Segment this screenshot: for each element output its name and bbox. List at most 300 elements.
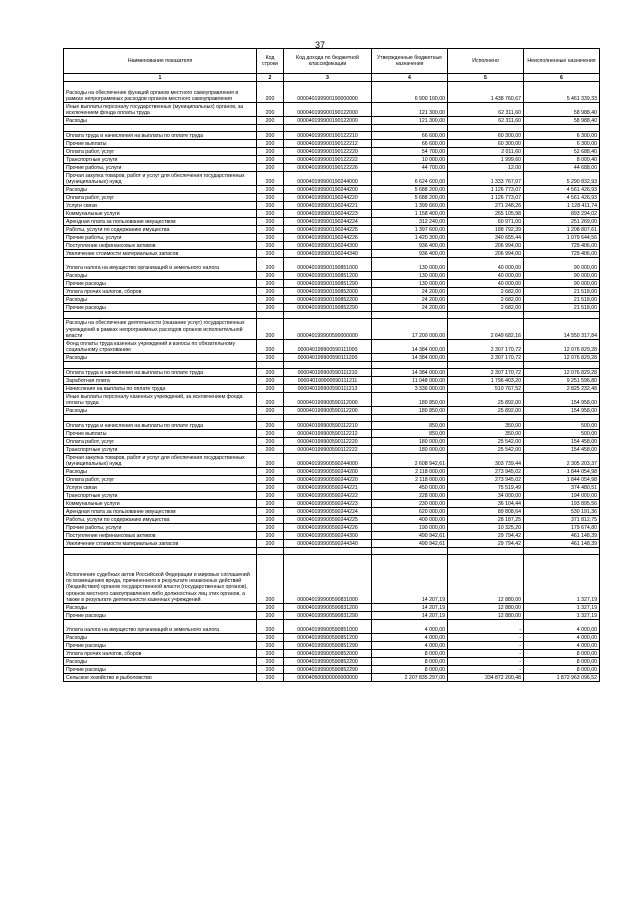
unexecuted-cell: 1 872 963 096,52 (524, 674, 600, 682)
unexecuted-cell: 21 518,00 (524, 304, 600, 312)
approved-cell: 6 624 600,00 (372, 172, 448, 186)
approved-cell: 5 688 200,00 (372, 194, 448, 202)
classification-code-cell: 000040199900590244222 (284, 492, 372, 500)
line-code-cell: 200 (257, 354, 284, 362)
approved-cell: 2 118 000,00 (372, 476, 448, 484)
unexecuted-cell: 8 000,00 (524, 658, 600, 666)
indicator-name-cell: Оплата труда и начисления на выплаты по оплате труда (64, 369, 257, 377)
table-row (64, 82, 600, 103)
header-row (64, 49, 600, 74)
indicator-name-cell: Расходы на обеспечение функций органов местного самоуправления в рамках непрограммных расходов органов местного самоуправления (64, 82, 257, 103)
table-row (64, 430, 600, 438)
header-approved: Утвержденные бюджетные назначения (372, 49, 448, 74)
indicator-name-cell: Прочие выплаты (64, 140, 257, 148)
line-code-cell: 200 (257, 658, 284, 666)
approved-cell: 24 200,00 (372, 304, 448, 312)
table-row (64, 172, 600, 186)
indicator-name-cell: Расходы (64, 354, 257, 362)
executed-cell: 12 880,00 (448, 612, 524, 620)
indicator-name-cell: Арендная плата за пользование имуществом (64, 218, 257, 226)
spacer-cell (257, 362, 284, 369)
column-number-row (64, 74, 600, 82)
table-row (64, 658, 600, 666)
classification-code-cell: 000040199900590851200 (284, 634, 372, 642)
unexecuted-cell: 6 300,00 (524, 132, 600, 140)
table-row (64, 272, 600, 280)
approved-cell: 1 420 300,00 (372, 234, 448, 242)
approved-cell: 5 688 200,00 (372, 186, 448, 194)
line-code-cell: 200 (257, 186, 284, 194)
indicator-name-cell: Коммунальные услуги (64, 210, 257, 218)
indicator-name-cell: Оплата труда и начисления на выплаты по оплате труда (64, 132, 257, 140)
line-code-cell: 200 (257, 446, 284, 454)
table-row (64, 377, 600, 385)
unexecuted-cell: 500,00 (524, 430, 600, 438)
approved-cell: 180 850,00 (372, 393, 448, 407)
indicator-name-cell: Уплата налога на имущество организаций и земельного налога (64, 258, 257, 272)
indicator-name-cell: Прочие расходы (64, 612, 257, 620)
executed-cell: 75 519,49 (448, 484, 524, 492)
indicator-name-cell: Коммунальные услуги (64, 500, 257, 508)
indicator-name-cell: Уплата прочих налогов, сборов (64, 650, 257, 658)
header-executed: Исполнено (448, 49, 524, 74)
executed-cell: 12 880,00 (448, 555, 524, 604)
approved-cell: 11 048 000,00 (372, 377, 448, 385)
spacer-row (64, 548, 600, 555)
spacer-cell (64, 312, 257, 319)
classification-code-cell: 000040199900590244223 (284, 500, 372, 508)
approved-cell: 14 384 000,00 (372, 369, 448, 377)
executed-cell: - (448, 666, 524, 674)
indicator-name-cell: Расходы на обеспечение деятельности (оказание услуг) государственных учреждений в рамках непрограммных расходов органов исполнительной власти (64, 319, 257, 340)
table-row (64, 226, 600, 234)
approved-cell: 8 000,00 (372, 666, 448, 674)
unexecuted-cell: 58 988,40 (524, 103, 600, 117)
line-code-cell: 200 (257, 140, 284, 148)
unexecuted-cell: 251 269,00 (524, 218, 600, 226)
line-code-cell: 200 (257, 377, 284, 385)
classification-code-cell: 000040199900190852000 (284, 288, 372, 296)
table-row (64, 140, 600, 148)
classification-code-cell: 000040199900590244221 (284, 484, 372, 492)
executed-cell: 34 000,00 (448, 492, 524, 500)
spacer-cell (448, 312, 524, 319)
line-code-cell: 200 (257, 642, 284, 650)
unexecuted-cell: 90 000,00 (524, 280, 600, 288)
line-code-cell: 200 (257, 194, 284, 202)
classification-code-cell: 000040199900590112000 (284, 393, 372, 407)
line-code-cell: 200 (257, 148, 284, 156)
header-unexecuted: Неисполненные назначения (524, 49, 600, 74)
line-code-cell: 200 (257, 468, 284, 476)
indicator-name-cell: Работы, услуги по содержанию имущества (64, 516, 257, 524)
indicator-name-cell: Поступление нефинансовых активов (64, 532, 257, 540)
unexecuted-cell: 12 076 829,28 (524, 340, 600, 354)
spacer-cell (64, 548, 257, 555)
approved-cell: 8 000,00 (372, 650, 448, 658)
executed-cell: 2 011,60 (448, 148, 524, 156)
classification-code-cell: 000040199900590111000 (284, 340, 372, 354)
table-row (64, 164, 600, 172)
executed-cell: - (448, 620, 524, 634)
table-row (64, 642, 600, 650)
executed-cell: - (448, 642, 524, 650)
spacer-cell (448, 415, 524, 422)
indicator-name-cell: Расходы (64, 407, 257, 415)
table-row (64, 385, 600, 393)
executed-cell: 265 105,98 (448, 210, 524, 218)
approved-cell: 850,00 (372, 430, 448, 438)
classification-code-cell: 000040199900190851290 (284, 280, 372, 288)
unexecuted-cell: 21 518,00 (524, 296, 600, 304)
executed-cell: 206 994,00 (448, 242, 524, 250)
executed-cell: - (448, 658, 524, 666)
indicator-name-cell: Прочие расходы (64, 304, 257, 312)
spacer-row (64, 125, 600, 132)
unexecuted-cell: 1 327,19 (524, 604, 600, 612)
executed-cell: 2 307 170,72 (448, 369, 524, 377)
table-row (64, 508, 600, 516)
indicator-name-cell: Транспортные услуги (64, 492, 257, 500)
spacer-cell (524, 415, 600, 422)
executed-cell: 25 542,00 (448, 438, 524, 446)
classification-code-cell: 000040199900190122222 (284, 156, 372, 164)
executed-cell: 62 311,60 (448, 103, 524, 117)
classification-code-cell: 000040199900190244000 (284, 172, 372, 186)
indicator-name-cell: Расходы (64, 658, 257, 666)
unexecuted-cell: 729 406,00 (524, 250, 600, 258)
indicator-name-cell: Оплата работ, услуг (64, 476, 257, 484)
approved-cell: 1 399 660,00 (372, 202, 448, 210)
table-row (64, 319, 600, 340)
line-code-cell: 200 (257, 319, 284, 340)
table-row (64, 407, 600, 415)
approved-cell: 130 000,00 (372, 258, 448, 272)
table-row (64, 454, 600, 468)
indicator-name-cell: Арендная плата за пользование имуществом (64, 508, 257, 516)
unexecuted-cell: 8 000,00 (524, 650, 600, 658)
table-body (64, 82, 600, 682)
budget-report-table (63, 48, 600, 682)
executed-cell: 350,00 (448, 422, 524, 430)
unexecuted-cell: 21 518,00 (524, 288, 600, 296)
col-num-3: 3 (284, 74, 372, 82)
executed-cell: 2 682,00 (448, 296, 524, 304)
unexecuted-cell: 8 000,40 (524, 156, 600, 164)
table-row (64, 340, 600, 354)
classification-code-cell: 000040199900590831290 (284, 612, 372, 620)
classification-code-cell: 000040199900190244340 (284, 250, 372, 258)
table-row (64, 666, 600, 674)
classification-code-cell: 000040199900590111213 (284, 385, 372, 393)
classification-code-cell: 000040199900190244226 (284, 234, 372, 242)
classification-code-cell: 000040199900590000000 (284, 319, 372, 340)
executed-cell: 1 796 403,20 (448, 377, 524, 385)
approved-cell: 490 942,61 (372, 532, 448, 540)
spacer-cell (284, 312, 372, 319)
table-row (64, 524, 600, 532)
unexecuted-cell: 4 561 426,93 (524, 186, 600, 194)
unexecuted-cell: 2 305 203,37 (524, 454, 600, 468)
col-num-4: 4 (372, 74, 448, 82)
spacer-cell (524, 312, 600, 319)
executed-cell: 273 945,02 (448, 468, 524, 476)
approved-cell: 2 118 000,00 (372, 468, 448, 476)
line-code-cell: 200 (257, 369, 284, 377)
spacer-cell (257, 548, 284, 555)
table-row (64, 148, 600, 156)
approved-cell: 2 207 835 297,00 (372, 674, 448, 682)
indicator-name-cell: Фонд оплаты труда казенных учреждений и взносы по обязательному социальному страхованию (64, 340, 257, 354)
indicator-name-cell: Расходы (64, 468, 257, 476)
classification-code-cell: 000040199900190851000 (284, 258, 372, 272)
approved-cell: 24 200,00 (372, 296, 448, 304)
spacer-cell (284, 415, 372, 422)
classification-code-cell: 000040199900590831000 (284, 555, 372, 604)
table-row (64, 476, 600, 484)
executed-cell: 89 808,64 (448, 508, 524, 516)
indicator-name-cell: Расходы (64, 634, 257, 642)
classification-code-cell: 000040199900190122220 (284, 148, 372, 156)
unexecuted-cell: 893 294,02 (524, 210, 600, 218)
table-row (64, 242, 600, 250)
executed-cell: 40 000,00 (448, 258, 524, 272)
unexecuted-cell: 530 191,36 (524, 508, 600, 516)
executed-cell: 40 000,00 (448, 272, 524, 280)
approved-cell: 14 207,19 (372, 612, 448, 620)
unexecuted-cell: 90 000,00 (524, 258, 600, 272)
classification-code-cell: 000040500000000000000 (284, 674, 372, 682)
line-code-cell: 200 (257, 202, 284, 210)
indicator-name-cell: Расходы (64, 296, 257, 304)
line-code-cell: 200 (257, 393, 284, 407)
table-row (64, 117, 600, 125)
classification-code-cell: 000040199900590244224 (284, 508, 372, 516)
col-num-5: 5 (448, 74, 524, 82)
executed-cell: 206 994,00 (448, 250, 524, 258)
table-row (64, 500, 600, 508)
indicator-name-cell: Прочие расходы (64, 642, 257, 650)
line-code-cell: 200 (257, 508, 284, 516)
table-row (64, 280, 600, 288)
line-code-cell: 200 (257, 242, 284, 250)
table-row (64, 304, 600, 312)
unexecuted-cell: 154 458,00 (524, 438, 600, 446)
spacer-cell (64, 362, 257, 369)
approved-cell: 312 240,00 (372, 218, 448, 226)
indicator-name-cell: Оплата работ, услуг (64, 438, 257, 446)
line-code-cell: 200 (257, 250, 284, 258)
table-row (64, 532, 600, 540)
spacer-cell (524, 548, 600, 555)
indicator-name-cell: Поступление нефинансовых активов (64, 242, 257, 250)
spacer-cell (257, 125, 284, 132)
executed-cell: 10 325,20 (448, 524, 524, 532)
approved-cell: 1 158 400,00 (372, 210, 448, 218)
approved-cell: 450 000,00 (372, 484, 448, 492)
indicator-name-cell: Расходы (64, 604, 257, 612)
indicator-name-cell: Транспортные услуги (64, 156, 257, 164)
classification-code-cell: 000040199900190122210 (284, 132, 372, 140)
unexecuted-cell: 6 300,00 (524, 140, 600, 148)
executed-cell: 273 945,02 (448, 476, 524, 484)
classification-code-cell: 000040199900590112210 (284, 422, 372, 430)
approved-cell: 230 000,00 (372, 500, 448, 508)
indicator-name-cell: Уплата налога на имущество организаций и земельного налога (64, 620, 257, 634)
executed-cell: 62 311,60 (448, 117, 524, 125)
classification-code-cell: 000040199900190122000 (284, 117, 372, 125)
classification-code-cell: 000040199900190244225 (284, 226, 372, 234)
line-code-cell: 200 (257, 258, 284, 272)
line-code-cell: 200 (257, 484, 284, 492)
line-code-cell: 200 (257, 604, 284, 612)
approved-cell: 228 000,00 (372, 492, 448, 500)
spacer-cell (257, 312, 284, 319)
spacer-cell (372, 125, 448, 132)
line-code-cell: 200 (257, 620, 284, 634)
approved-cell: 3 336 000,00 (372, 385, 448, 393)
spacer-cell (64, 415, 257, 422)
line-code-cell: 200 (257, 304, 284, 312)
table-row (64, 234, 600, 242)
approved-cell: 4 000,00 (372, 620, 448, 634)
indicator-name-cell: Услуги связи (64, 202, 257, 210)
approved-cell: 850,00 (372, 422, 448, 430)
table-row (64, 258, 600, 272)
line-code-cell: 200 (257, 407, 284, 415)
approved-cell: 620 000,00 (372, 508, 448, 516)
spacer-cell (284, 548, 372, 555)
indicator-name-cell: Оплата работ, услуг (64, 148, 257, 156)
executed-cell: 510 767,52 (448, 385, 524, 393)
executed-cell: 1 333 767,07 (448, 172, 524, 186)
indicator-name-cell: Начисления на выплаты по оплате труда (64, 385, 257, 393)
indicator-name-cell: Услуги связи (64, 484, 257, 492)
approved-cell: 936 400,00 (372, 250, 448, 258)
approved-cell: 66 600,00 (372, 132, 448, 140)
classification-code-cell: 000040199900190852200 (284, 296, 372, 304)
unexecuted-cell: 44 688,00 (524, 164, 600, 172)
unexecuted-cell: 12 076 829,28 (524, 354, 600, 362)
line-code-cell: 200 (257, 532, 284, 540)
unexecuted-cell: 374 480,51 (524, 484, 600, 492)
line-code-cell: 200 (257, 516, 284, 524)
approved-cell: 14 207,19 (372, 555, 448, 604)
approved-cell: 14 384 000,00 (372, 354, 448, 362)
line-code-cell: 200 (257, 430, 284, 438)
classification-code-cell: 000040199900590244200 (284, 468, 372, 476)
line-code-cell: 200 (257, 172, 284, 186)
header-line-code: Код строки (257, 49, 284, 74)
table-row (64, 369, 600, 377)
indicator-name-cell: Оплата работ, услуг (64, 194, 257, 202)
line-code-cell: 200 (257, 272, 284, 280)
indicator-name-cell: Оплата труда и начисления на выплаты по оплате труда (64, 422, 257, 430)
approved-cell: 66 600,00 (372, 140, 448, 148)
indicator-name-cell: Транспортные услуги (64, 446, 257, 454)
col-num-6: 6 (524, 74, 600, 82)
indicator-name-cell: Прочие расходы (64, 666, 257, 674)
classification-code-cell: 000040199900590244000 (284, 454, 372, 468)
line-code-cell: 200 (257, 132, 284, 140)
executed-cell: 340 655,44 (448, 234, 524, 242)
unexecuted-cell: 4 000,00 (524, 620, 600, 634)
table-row (64, 354, 600, 362)
line-code-cell: 200 (257, 296, 284, 304)
classification-code-cell: 000040199900190000000 (284, 82, 372, 103)
unexecuted-cell: 14 550 317,84 (524, 319, 600, 340)
line-code-cell: 200 (257, 422, 284, 430)
executed-cell: 1 126 773,07 (448, 186, 524, 194)
classification-code-cell: 000040199900590111210 (284, 369, 372, 377)
unexecuted-cell: 194 000,00 (524, 492, 600, 500)
line-code-cell: 200 (257, 82, 284, 103)
unexecuted-cell: 5 461 339,33 (524, 82, 600, 103)
table-row (64, 288, 600, 296)
table-row (64, 393, 600, 407)
line-code-cell: 200 (257, 500, 284, 508)
table-row (64, 468, 600, 476)
line-code-cell: 200 (257, 226, 284, 234)
table-row (64, 103, 600, 117)
classification-code-cell: 000040199900190244223 (284, 210, 372, 218)
approved-cell: 24 200,00 (372, 288, 448, 296)
executed-cell: 60 300,00 (448, 140, 524, 148)
spacer-cell (524, 362, 600, 369)
table-row (64, 296, 600, 304)
classification-code-cell: 000040199900590851000 (284, 620, 372, 634)
executed-cell: 40 000,00 (448, 280, 524, 288)
spacer-cell (448, 362, 524, 369)
unexecuted-cell: 154 958,00 (524, 393, 600, 407)
classification-code-cell: 000040199900190244220 (284, 194, 372, 202)
classification-code-cell: 000040199900590244226 (284, 524, 372, 532)
unexecuted-cell: 193 895,56 (524, 500, 600, 508)
line-code-cell: 200 (257, 650, 284, 658)
approved-cell: 54 700,00 (372, 148, 448, 156)
line-code-cell: 200 (257, 288, 284, 296)
unexecuted-cell: 90 000,00 (524, 272, 600, 280)
line-code-cell: 200 (257, 103, 284, 117)
table-row (64, 540, 600, 548)
classification-code-cell: 000040199900590852290 (284, 666, 372, 674)
spacer-cell (284, 125, 372, 132)
unexecuted-cell: 461 148,39 (524, 532, 600, 540)
executed-cell: 36 104,44 (448, 500, 524, 508)
approved-cell: 14 384 000,00 (372, 340, 448, 354)
executed-cell: 28 187,25 (448, 516, 524, 524)
unexecuted-cell: 1 844 054,98 (524, 468, 600, 476)
table-row (64, 604, 600, 612)
unexecuted-cell: 1 327,19 (524, 555, 600, 604)
approved-cell: 180 000,00 (372, 446, 448, 454)
indicator-name-cell: Уплата прочих налогов, сборов (64, 288, 257, 296)
indicator-name-cell: Прочая закупка товаров, работ и услуг для обеспечения государственных (муниципальных) нужд (64, 172, 257, 186)
classification-code-cell: 000040199900590111200 (284, 354, 372, 362)
classification-code-cell: 000040199900590112222 (284, 446, 372, 454)
line-code-cell: 200 (257, 164, 284, 172)
table-row (64, 194, 600, 202)
classification-code-cell: 000040199900590112212 (284, 430, 372, 438)
unexecuted-cell: 9 251 596,80 (524, 377, 600, 385)
table-row (64, 492, 600, 500)
line-code-cell: 200 (257, 340, 284, 354)
classification-code-cell: 000040199900590244225 (284, 516, 372, 524)
table-row (64, 210, 600, 218)
line-code-cell: 200 (257, 524, 284, 532)
executed-cell: 350,00 (448, 430, 524, 438)
approved-cell: 190 000,00 (372, 524, 448, 532)
